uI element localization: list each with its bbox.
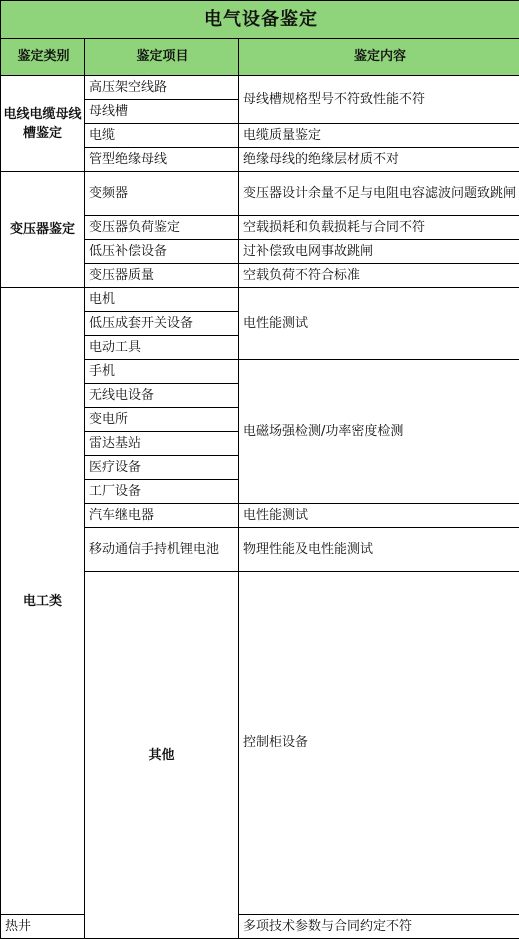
category-transformer: 变压器鉴定 <box>1 172 85 288</box>
item-cell: 变压器负荷鉴定 <box>85 216 239 240</box>
content-cell: 空载负荷不符合标准 <box>239 264 519 288</box>
item-cell: 管型绝缘母线 <box>85 148 239 172</box>
item-cell: 移动通信手持机锂电池 <box>85 528 239 572</box>
item-cell: 医疗设备 <box>85 456 239 480</box>
item-cell: 高压架空线路 <box>85 76 239 100</box>
item-cell: 变电所 <box>85 408 239 432</box>
header-category: 鉴定类别 <box>1 39 85 76</box>
item-cell: 低压成套开关设备 <box>85 312 239 336</box>
content-cell: 空载损耗和负载损耗与合同不符 <box>239 216 519 240</box>
item-cell: 变压器质量 <box>85 264 239 288</box>
content-cell: 电磁场强检测/功率密度检测 <box>239 360 519 504</box>
content-cell: 变压器设计余量不足与电阻电容滤波问题致跳闸 <box>239 172 519 216</box>
item-cell: 手机 <box>85 360 239 384</box>
header-item: 鉴定项目 <box>85 39 239 76</box>
item-cell: 汽车继电器 <box>85 504 239 528</box>
item-cell: 工厂设备 <box>85 480 239 504</box>
table-title: 电气设备鉴定 <box>1 1 519 39</box>
header-content: 鉴定内容 <box>239 39 519 76</box>
content-cell: 绝缘母线的绝缘层材质不对 <box>239 148 519 172</box>
item-cell: 热井 <box>1 915 85 939</box>
item-cell: 电机 <box>85 288 239 312</box>
content-cell: 母线槽规格型号不符致性能不符 <box>239 76 519 124</box>
content-cell: 过补偿致电网事故跳闸 <box>239 240 519 264</box>
item-cell: 无线电设备 <box>85 384 239 408</box>
item-cell: 控制柜设备 <box>239 572 519 915</box>
content-cell: 电缆质量鉴定 <box>239 124 519 148</box>
content-cell: 物理性能及电性能测试 <box>239 528 519 572</box>
category-electrical: 电工类 <box>1 288 85 915</box>
category-cable: 电线电缆母线槽鉴定 <box>1 76 85 172</box>
item-cell: 电缆 <box>85 124 239 148</box>
item-cell: 变频器 <box>85 172 239 216</box>
item-cell: 雷达基站 <box>85 432 239 456</box>
content-cell: 多项技术参数与合同约定不符 <box>239 915 519 939</box>
content-cell: 电性能测试 <box>239 288 519 360</box>
item-cell: 电动工具 <box>85 336 239 360</box>
item-cell: 母线槽 <box>85 100 239 124</box>
item-cell: 低压补偿设备 <box>85 240 239 264</box>
category-other: 其他 <box>85 572 239 939</box>
content-cell: 电性能测试 <box>239 504 519 528</box>
